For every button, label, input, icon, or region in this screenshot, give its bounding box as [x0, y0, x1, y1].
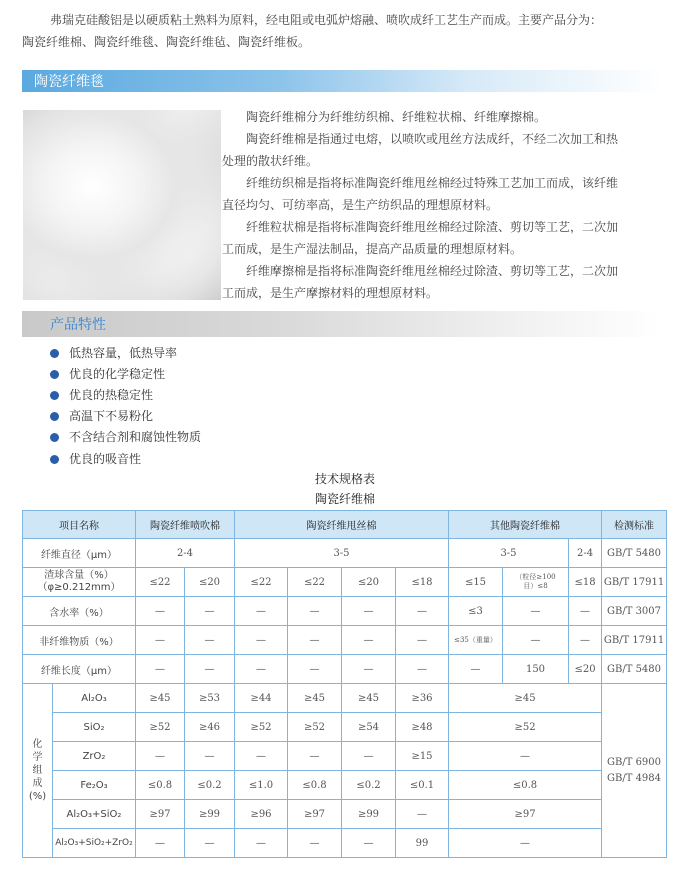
table-cell: 2-4 [136, 539, 235, 568]
table-cell: ≥52 [136, 713, 185, 742]
spec-table [22, 510, 667, 858]
feature-label: 优良的吸音性 [69, 452, 142, 466]
table-cell: — [288, 626, 342, 655]
intro-line-2: 陶瓷纤维棉、陶瓷纤维毯、陶瓷纤维毡、陶瓷纤维板。 [22, 35, 311, 49]
table-row [23, 655, 667, 684]
table-row [23, 742, 667, 771]
table-cell: — [342, 597, 396, 626]
table-cell: — [235, 597, 288, 626]
table-cell: ≤0.8 [449, 771, 602, 800]
table-cell: Al₂O₃+SiO₂+ZrO₂ [53, 829, 136, 858]
text-line: 工而成，是生产湿法制品，提高产品质量的理想原材料。 [222, 242, 523, 256]
table-cell: 纤维直径（μm） [23, 539, 136, 568]
table-cell: ≥45 [136, 684, 185, 713]
table-cell: ≤20 [342, 568, 396, 597]
table-cell: ≤0.2 [342, 771, 396, 800]
table-cell: — [396, 655, 449, 684]
table-cell: ≥45 [449, 684, 602, 713]
table-cell: ≥52 [235, 713, 288, 742]
table-cell: ≥53 [185, 684, 235, 713]
table-cell: ≥97 [288, 800, 342, 829]
table-cell: 2-4 [569, 539, 602, 568]
table-cell: （粒径≥100 目）≤8 [503, 568, 569, 597]
table-cell: — [342, 742, 396, 771]
table-subtitle: 陶瓷纤维棉 [314, 492, 375, 506]
table-header-row [23, 511, 667, 539]
table-cell: ≥54 [342, 713, 396, 742]
text-line: 陶瓷纤维棉是指通过电熔，以喷吹或甩丝方法成纤，不经二次加工和热 [246, 132, 619, 146]
table-cell: SiO₂ [53, 713, 136, 742]
table-cell: — [185, 626, 235, 655]
table-cell: — [288, 597, 342, 626]
bullet-icon [50, 433, 59, 442]
table-cell: ≤22 [235, 568, 288, 597]
table-cell: ≥48 [396, 713, 449, 742]
text-line: 处理的散状纤维。 [222, 154, 319, 168]
text-line: 纤维纺织棉是指将标准陶瓷纤维甩丝棉经过特殊工艺加工而成，该纤维 [246, 176, 619, 190]
section-header-blanket [22, 70, 662, 92]
table-cell: ≤3 [449, 597, 503, 626]
col-header: 其他陶瓷纤维棉 [449, 511, 602, 539]
text-line: 纤维粒状棉是指将标准陶瓷纤维甩丝棉经过除渣、剪切等工艺，二次加 [246, 220, 619, 234]
table-cell: ≥44 [235, 684, 288, 713]
col-header: 检测标准 [602, 511, 667, 539]
table-cell: GB/T 3007 [602, 597, 667, 626]
table-cell: ≥96 [235, 800, 288, 829]
table-cell: — [235, 829, 288, 858]
section-header-features [22, 311, 662, 337]
table-cell: GB/T 17911 [602, 568, 667, 597]
table-cell: ≥46 [185, 713, 235, 742]
bullet-icon [50, 455, 59, 464]
table-cell: ≥97 [449, 800, 602, 829]
table-cell: — [503, 626, 569, 655]
table-row [23, 713, 667, 742]
table-cell: — [449, 829, 602, 858]
table-cell: 99 [396, 829, 449, 858]
feature-label: 不含结合剂和腐蚀性物质 [69, 430, 202, 444]
table-cell: 3-5 [235, 539, 449, 568]
table-row [23, 597, 667, 626]
col-header: 陶瓷纤维喷吹棉 [136, 511, 235, 539]
table-cell: — [503, 597, 569, 626]
table-title: 技术规格表 [314, 472, 375, 486]
table-cell: ≤20 [185, 568, 235, 597]
table-cell: ≥99 [342, 800, 396, 829]
table-row [23, 684, 667, 713]
table-cell: GB/T 5480 [602, 539, 667, 568]
table-cell: — [288, 742, 342, 771]
table-cell: ≥45 [342, 684, 396, 713]
table-cell: — [396, 626, 449, 655]
table-cell: ≥52 [288, 713, 342, 742]
feature-label: 优良的热稳定性 [69, 388, 154, 402]
table-cell: Al₂O₃+SiO₂ [53, 800, 136, 829]
text-line: 纤维摩擦棉是指将标准陶瓷纤维甩丝棉经过除渣、剪切等工艺，二次加 [246, 264, 619, 278]
table-cell: ≤22 [136, 568, 185, 597]
table-cell: 150 [503, 655, 569, 684]
table-cell: Al₂O₃ [53, 684, 136, 713]
feature-item [50, 406, 153, 426]
table-cell: 纤维长度（μm） [23, 655, 136, 684]
table-cell: — [136, 829, 185, 858]
table-cell: — [136, 626, 185, 655]
table-cell: ≤18 [569, 568, 602, 597]
table-cell: ≤18 [396, 568, 449, 597]
table-cell: — [235, 655, 288, 684]
table-cell: ≤0.8 [288, 771, 342, 800]
bullet-icon [50, 412, 59, 421]
table-cell: GB/T 17911 [602, 626, 667, 655]
table-cell: ≥36 [396, 684, 449, 713]
table-cell: — [185, 829, 235, 858]
table-cell: — [185, 597, 235, 626]
table-cell: ≤0.8 [136, 771, 185, 800]
table-cell: ≥45 [288, 684, 342, 713]
table-cell: — [569, 626, 602, 655]
section-title: 产品特性 [50, 317, 106, 333]
table-cell: ≤35（重量） [449, 626, 503, 655]
table-row [23, 800, 667, 829]
table-cell: — [342, 655, 396, 684]
table-cell: — [449, 655, 503, 684]
feature-item [50, 427, 201, 447]
col-header: 陶瓷纤维甩丝棉 [235, 511, 449, 539]
table-cell: — [396, 800, 449, 829]
table-cell: Fe₂O₃ [53, 771, 136, 800]
intro-line-1: 弗瑞克硅酸铝是以硬质粘土熟料为原料，经电阻或电弧炉熔融、喷吹成纤工艺生产而成。主要产品分为： [50, 13, 603, 27]
feature-label: 高温下不易粉化 [69, 409, 154, 423]
table-cell: — [288, 829, 342, 858]
table-cell: — [569, 597, 602, 626]
chem-standards: GB/T 6900 GB/T 4984 [602, 684, 667, 858]
text-line: 工而成，是生产摩擦材料的理想原材料。 [222, 286, 439, 300]
feature-label: 低热容量，低热导率 [69, 346, 178, 360]
table-cell: ≥97 [136, 800, 185, 829]
table-row [23, 771, 667, 800]
table-cell: GB/T 5480 [602, 655, 667, 684]
table-row [23, 626, 667, 655]
table-cell: 3-5 [449, 539, 569, 568]
table-cell: ≤20 [569, 655, 602, 684]
table-cell: ≥99 [185, 800, 235, 829]
table-cell: — [185, 742, 235, 771]
feature-item [50, 449, 141, 469]
table-cell: ≥15 [396, 742, 449, 771]
table-cell: — [449, 742, 602, 771]
chem-side-label: 化 学 组 成 (%) [23, 684, 53, 858]
table-cell: — [288, 655, 342, 684]
table-cell: — [342, 829, 396, 858]
bullet-icon [50, 349, 59, 358]
text-line: 陶瓷纤维棉分为纤维纺织棉、纤维粒状棉、纤维摩擦棉。 [246, 110, 547, 124]
table-cell: — [185, 655, 235, 684]
table-cell: — [235, 626, 288, 655]
table-cell: — [396, 597, 449, 626]
table-cell: ≥52 [449, 713, 602, 742]
col-header: 项目名称 [23, 511, 136, 539]
bullet-icon [50, 370, 59, 379]
table-cell: — [235, 742, 288, 771]
table-cell: ZrO₂ [53, 742, 136, 771]
table-cell: — [136, 742, 185, 771]
table-row [23, 829, 667, 858]
table-cell: 含水率（%） [23, 597, 136, 626]
table-cell: — [136, 655, 185, 684]
table-row [23, 539, 667, 568]
text-line: 直径均匀、可纺率高，是生产纺织品的理想原材料。 [222, 198, 499, 212]
table-cell: ≤15 [449, 568, 503, 597]
feature-item [50, 364, 165, 384]
table-cell: ≤22 [288, 568, 342, 597]
table-cell: ≤0.2 [185, 771, 235, 800]
feature-label: 优良的化学稳定性 [69, 367, 166, 381]
table-cell: — [342, 626, 396, 655]
feature-item [50, 343, 177, 363]
table-cell: — [136, 597, 185, 626]
table-cell: 渣球含量（%） （φ≥0.212mm） [23, 568, 136, 597]
table-cell: 非纤维物质（%） [23, 626, 136, 655]
bullet-icon [50, 391, 59, 400]
section-title: 陶瓷纤维毯 [34, 74, 104, 90]
feature-item [50, 385, 153, 405]
table-cell: ≤0.1 [396, 771, 449, 800]
table-row [23, 568, 667, 597]
table-cell: ≤1.0 [235, 771, 288, 800]
ceramic-fiber-photo [23, 110, 221, 300]
